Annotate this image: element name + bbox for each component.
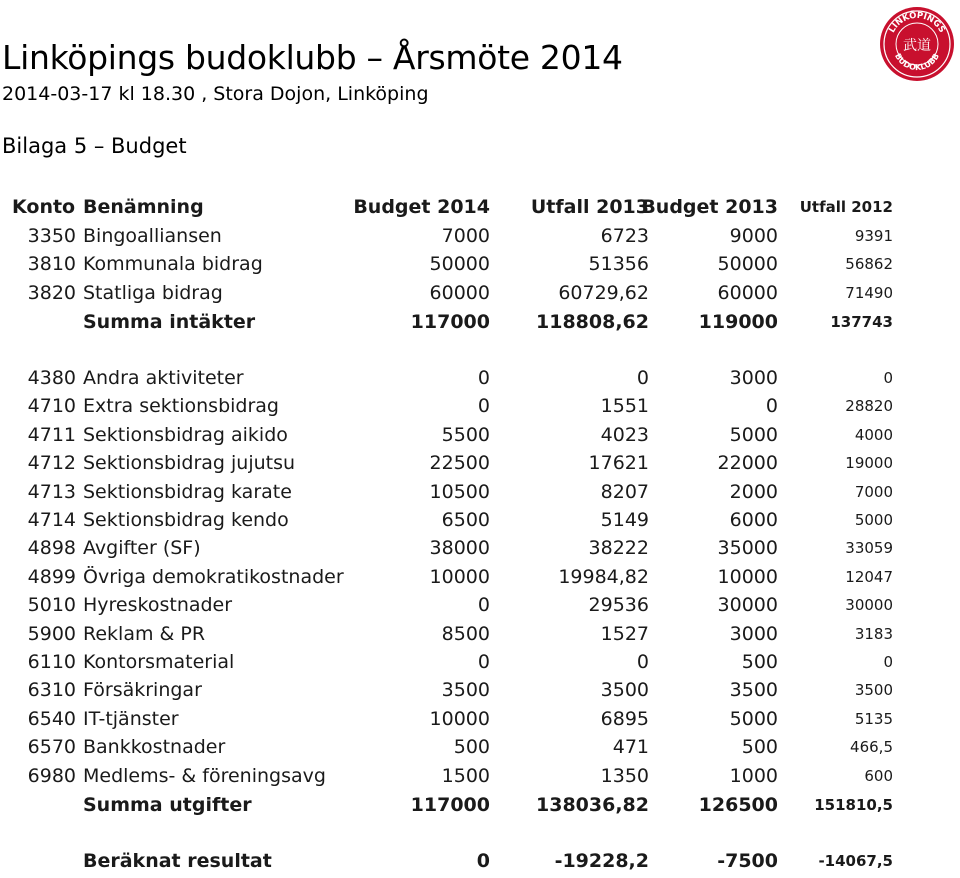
cell-konto: 4710 (27, 395, 76, 418)
cell-name: Andra aktiviteter (83, 367, 244, 389)
cell-b14: 0 (477, 594, 490, 617)
cell-u12: 7000 (854, 482, 893, 501)
cell-konto: 4714 (27, 509, 76, 531)
cell-u12: 466,5 (850, 738, 893, 757)
table-row (0, 705, 960, 733)
col-utfall-2013-header: Utfall 2013 (530, 196, 649, 218)
cell-u13: 29536 (588, 594, 649, 617)
cell-b13: 10000 (717, 565, 778, 588)
table-row (0, 620, 960, 648)
logo-glyphs: 武道 (903, 38, 931, 54)
cell-b13: 1000 (729, 764, 778, 787)
cell-b14: 1500 (441, 764, 490, 787)
cell-u13: 6723 (600, 225, 649, 247)
cell-u13: 4023 (600, 423, 649, 446)
cell-konto: 4898 (27, 537, 76, 560)
table-row (0, 222, 960, 250)
cell-u12: 3183 (854, 624, 893, 643)
cell-b14: 10000 (429, 565, 490, 588)
cell-b13: 30000 (717, 594, 778, 617)
cell-name: Försäkringar (83, 679, 202, 702)
cell-u12: 28820 (845, 397, 893, 416)
table-row (0, 449, 960, 477)
cell-b13: 5000 (729, 423, 778, 446)
cell-b14: 0 (477, 367, 490, 389)
cell-u13: 8207 (600, 480, 649, 503)
col-name-header: Benämning (83, 196, 204, 218)
cell-b13: 50000 (717, 253, 778, 276)
cell-b13: -7500 (717, 850, 778, 872)
cell-name: Sektionsbidrag jujutsu (83, 452, 296, 475)
table-row (0, 478, 960, 506)
table-row (0, 648, 960, 676)
cell-name: Övriga demokratikostnader (83, 565, 344, 588)
cell-u12: 0 (883, 653, 893, 671)
cell-u13: 6895 (600, 707, 649, 730)
cell-b14: 8500 (441, 622, 490, 645)
cell-name: Sektionsbidrag aikido (83, 423, 288, 446)
income-total-row (0, 308, 960, 336)
cell-name: Extra sektionsbidrag (83, 395, 279, 418)
cell-b14: 10500 (429, 480, 490, 503)
cell-u12: 151810,5 (814, 796, 893, 814)
cell-b13: 119000 (698, 311, 778, 333)
result-row (0, 847, 960, 875)
cell-b13: 35000 (717, 537, 778, 560)
cell-b13: 3000 (729, 367, 778, 389)
cell-konto: 4713 (27, 480, 76, 503)
cell-b13: 6000 (729, 509, 778, 531)
cell-b14: 5500 (441, 423, 490, 446)
attachment-title: Bilaga 5 – Budget (2, 134, 187, 158)
table-row (0, 762, 960, 790)
cell-u13: 1350 (600, 764, 649, 787)
cell-b13: 126500 (698, 794, 778, 816)
cell-u12: 137743 (830, 313, 893, 331)
cell-u13: 3500 (600, 679, 649, 702)
cell-name: Reklam & PR (83, 622, 206, 645)
table-row (0, 563, 960, 591)
cell-name: Bankkostnader (83, 736, 226, 759)
cell-b13: 5000 (729, 707, 778, 730)
cell-u12: 3500 (854, 681, 893, 700)
cell-b14: 117000 (410, 311, 490, 333)
cell-b13: 0 (765, 395, 778, 418)
cell-u12: 19000 (845, 454, 893, 473)
cell-b14: 500 (453, 736, 490, 759)
cell-u13: 0 (636, 367, 649, 389)
cell-konto: 3350 (27, 225, 76, 247)
cell-b13: 3500 (729, 679, 778, 702)
logo-bottom-text: BUDOKLUBB (892, 51, 942, 73)
cell-u13: 17621 (588, 452, 649, 475)
cell-u13: 0 (636, 651, 649, 673)
cell-u13: 118808,62 (536, 311, 649, 333)
cell-name: Medlems- & föreningsavg (83, 764, 326, 787)
cell-b14: 38000 (429, 537, 490, 560)
cell-b14: 22500 (429, 452, 490, 475)
table-row (0, 733, 960, 761)
cell-u12: 56862 (845, 255, 893, 274)
cell-konto: 6110 (27, 651, 76, 673)
cell-name: Summa intäkter (83, 311, 256, 333)
cell-u12: 5135 (854, 709, 893, 728)
cell-konto: 4712 (27, 452, 76, 475)
table-row (0, 279, 960, 307)
cell-b14: 0 (477, 395, 490, 418)
cell-konto: 6310 (27, 679, 76, 702)
cell-name: Bingoalliansen (83, 225, 222, 247)
cell-name: Hyreskostnader (83, 594, 233, 617)
cell-u13: 138036,82 (536, 794, 649, 816)
col-konto-header: Konto (12, 196, 76, 218)
cell-konto: 6570 (27, 736, 76, 759)
table-header-row (0, 193, 960, 221)
cell-b14: 0 (477, 651, 490, 673)
cell-konto: 4899 (27, 565, 76, 588)
cell-u13: 5149 (600, 509, 649, 531)
cell-u13: 51356 (588, 253, 649, 276)
cell-name: Summa utgifter (83, 794, 252, 816)
table-row (0, 591, 960, 619)
cell-konto: 3820 (27, 281, 76, 304)
table-row (0, 506, 960, 534)
cell-konto: 5900 (27, 622, 76, 645)
table-row (0, 676, 960, 704)
cell-konto: 6980 (27, 764, 76, 787)
cell-b13: 60000 (717, 281, 778, 304)
expense-total-row (0, 791, 960, 819)
col-budget-2014-header: Budget 2014 (353, 196, 490, 218)
cell-u13: 19984,82 (558, 565, 649, 588)
cell-konto: 6540 (27, 707, 76, 730)
cell-u12: 5000 (854, 511, 893, 529)
table-row (0, 392, 960, 420)
cell-u12: 600 (864, 766, 893, 785)
cell-b14: 10000 (429, 707, 490, 730)
cell-b13: 3000 (729, 622, 778, 645)
cell-u12: 71490 (845, 283, 893, 302)
table-row (0, 421, 960, 449)
cell-b14: 7000 (441, 225, 490, 247)
cell-u13: 471 (612, 736, 649, 759)
cell-name: Kommunala bidrag (83, 253, 263, 276)
cell-name: Sektionsbidrag kendo (83, 509, 289, 531)
cell-b13: 9000 (729, 225, 778, 247)
cell-u13: 1527 (600, 622, 649, 645)
cell-b14: 117000 (410, 794, 490, 816)
cell-b14: 50000 (429, 253, 490, 276)
col-budget-2013-header: Budget 2013 (641, 196, 778, 218)
cell-name: Statliga bidrag (83, 281, 223, 304)
cell-b14: 6500 (441, 509, 490, 531)
cell-u12: 9391 (854, 227, 893, 245)
cell-konto: 3810 (27, 253, 76, 276)
page-title: Linköpings budoklubb – Årsmöte 2014 (2, 38, 623, 77)
cell-b14: 60000 (429, 281, 490, 304)
cell-name: Kontorsmaterial (83, 651, 235, 673)
cell-konto: 4711 (27, 423, 76, 446)
cell-u12: 12047 (845, 567, 893, 586)
cell-u13: 38222 (588, 537, 649, 560)
cell-name: Avgifter (SF) (83, 537, 201, 560)
cell-b14: 3500 (441, 679, 490, 702)
logo-top-text: LINKÖPINGS (887, 10, 947, 35)
cell-b14: 0 (476, 850, 490, 872)
cell-name: Beräknat resultat (83, 850, 272, 872)
cell-b13: 2000 (729, 480, 778, 503)
cell-b13: 500 (741, 736, 778, 759)
cell-u13: 1551 (600, 395, 649, 418)
col-utfall-2012-header: Utfall 2012 (799, 198, 893, 216)
cell-u12: -14067,5 (818, 852, 893, 870)
cell-u12: 0 (883, 369, 893, 387)
cell-u13: -19228,2 (554, 850, 649, 872)
cell-konto: 5010 (27, 594, 76, 617)
cell-konto: 4380 (27, 367, 76, 389)
table-row (0, 364, 960, 392)
cell-u12: 4000 (854, 425, 893, 444)
cell-name: IT-tjänster (83, 707, 179, 730)
cell-b13: 22000 (717, 452, 778, 475)
cell-u12: 33059 (845, 539, 893, 558)
cell-name: Sektionsbidrag karate (83, 480, 292, 503)
cell-u12: 30000 (845, 596, 893, 615)
meeting-info: 2014-03-17 kl 18.30 , Stora Dojon, Linköping (2, 83, 429, 105)
table-row (0, 534, 960, 562)
table-row (0, 250, 960, 278)
cell-u13: 60729,62 (558, 281, 649, 304)
cell-b13: 500 (741, 651, 778, 673)
